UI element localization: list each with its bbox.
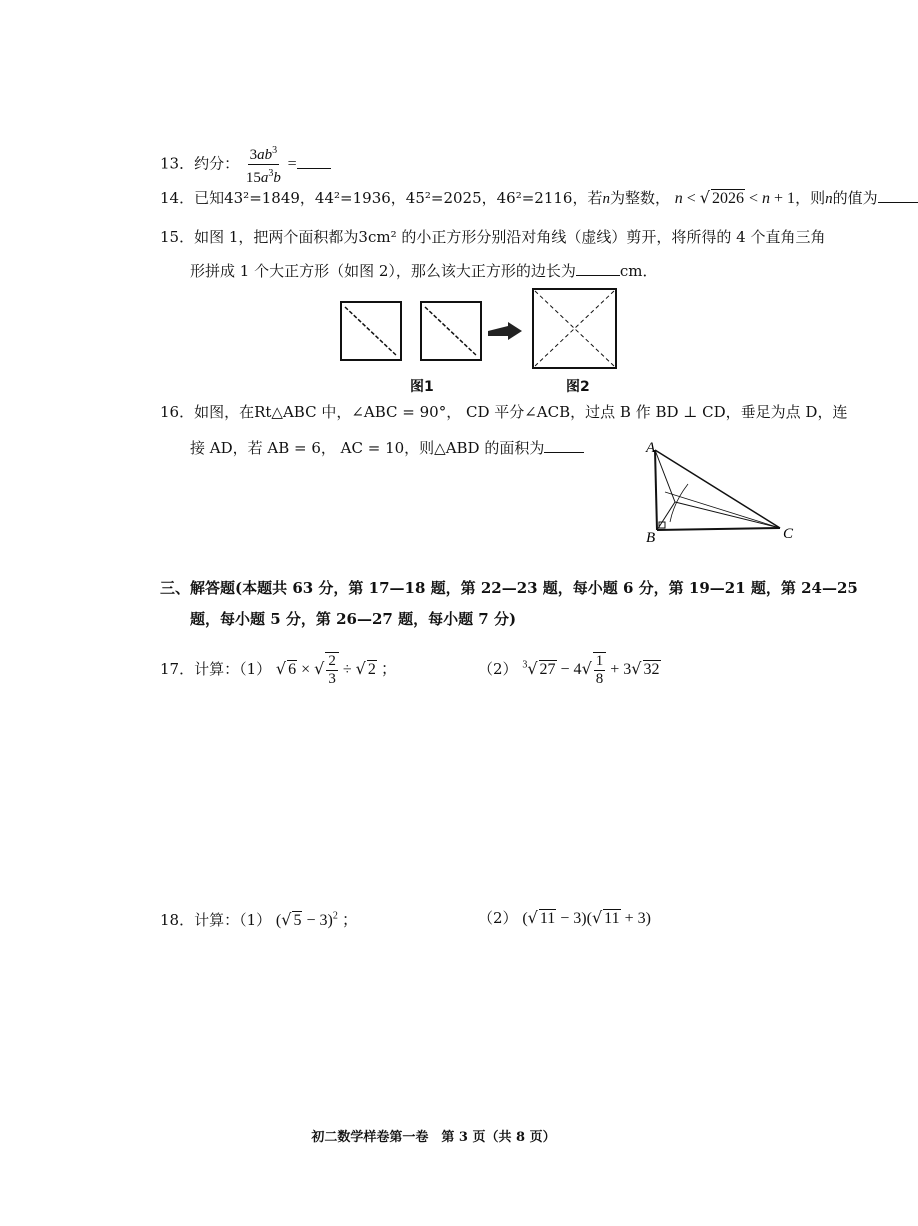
vertex-label-b: B — [646, 530, 656, 546]
question-13-number: 13． — [160, 154, 195, 173]
answer-blank — [297, 168, 331, 169]
question-13-label: 约分： — [194, 154, 240, 173]
question-14-number: 14． — [160, 189, 195, 207]
question-17-number: 17． — [160, 660, 195, 679]
question-18-part-2: （2） (√ 11 − 3)(√ 11 + 3) — [478, 908, 651, 927]
question-15-text-2: 形拼成 1 个大正方形（如图 2），那么该大正方形的边长为 — [190, 262, 576, 280]
question-13: 13．约分： $\frac{3ab^3}{15a^3b}$ = — [160, 142, 331, 187]
question-17-part-1: 17．计算：（1） √ 6 × √ $\frac{2}{3}$ ÷ √ 2 ； — [160, 653, 397, 687]
question-18-part-2-label: （2） — [478, 909, 518, 927]
figure-1-caption: 图1 — [410, 379, 434, 395]
question-16-number: 16． — [160, 403, 195, 421]
answer-blank — [878, 202, 918, 203]
question-17-part-2: （2） $^3$√ 27 − 4√ $\frac{1}{8}$ + 3√ 32 — [478, 653, 660, 687]
question-14-text: 已知43²=1849，44²=1936，45²=2025，46²=2116，若 — [194, 189, 603, 207]
section-3-heading-2: 题，每小题 5 分，第 26—27 题，每小题 7 分) — [190, 610, 517, 628]
question-15-line1 — [160, 226, 825, 247]
question-17-part-2-label: （2） — [478, 660, 518, 679]
vertex-label-c: C — [783, 526, 794, 542]
figure-2-caption: 图2 — [566, 379, 590, 395]
question-16-text: 如图，在Rt△ABC 中，∠ABC = 90°， CD 平分∠ACB，过点 B 作 BD ⊥ CD，垂足为点 D，连 — [194, 403, 848, 421]
question-18-part-1: 18．计算：（1） (√ 5 − 3)$^2$ ； — [160, 910, 358, 929]
question-15-figures — [340, 288, 630, 370]
question-15-number: 15． — [160, 228, 195, 246]
question-16-line1 — [160, 401, 847, 422]
page-footer: 初二数学样卷第一卷 第 3 页（共 8 页） — [311, 1130, 556, 1145]
question-16-triangle-figure — [640, 432, 800, 546]
question-14: 14．已知43²=1849，44²=1936，45²=2025，46²=2116，若n为整数， n < √ 2026 < n + 1，则n的值为 — [160, 187, 918, 208]
question-16-line2 — [190, 437, 584, 458]
question-17-label: 计算：（1） — [194, 660, 272, 679]
section-3-heading: 三、解答题(本题共 63 分，第 17—18 题，第 22—23 题，每小题 6 分，第 19—21 题，第 24—25 — [160, 579, 858, 597]
question-14-text-d: 的值为 — [832, 189, 878, 207]
question-15-unit: cm． — [619, 262, 658, 280]
question-15-line2 — [190, 260, 658, 281]
question-16-text-2: 接 AD，若 AB = 6， AC = 10，则△ABD 的面积为 — [190, 439, 545, 457]
question-18-label: 计算：（1） — [194, 911, 272, 929]
vertex-label-a: A — [646, 440, 656, 456]
answer-blank — [544, 452, 584, 453]
question-18-number: 18． — [160, 911, 195, 929]
question-13-fraction: $\frac{3ab^3}{15a^3b}$ — [244, 142, 283, 187]
question-15-text: 如图 1，把两个面积都为3cm² 的小正方形分别沿对角线（虚线）剪开，将所得的 4 个直角三角 — [194, 228, 826, 246]
question-14-text-c: ，则 — [795, 189, 826, 207]
answer-blank — [576, 275, 620, 276]
question-14-text-b: 为整数， — [609, 189, 670, 207]
